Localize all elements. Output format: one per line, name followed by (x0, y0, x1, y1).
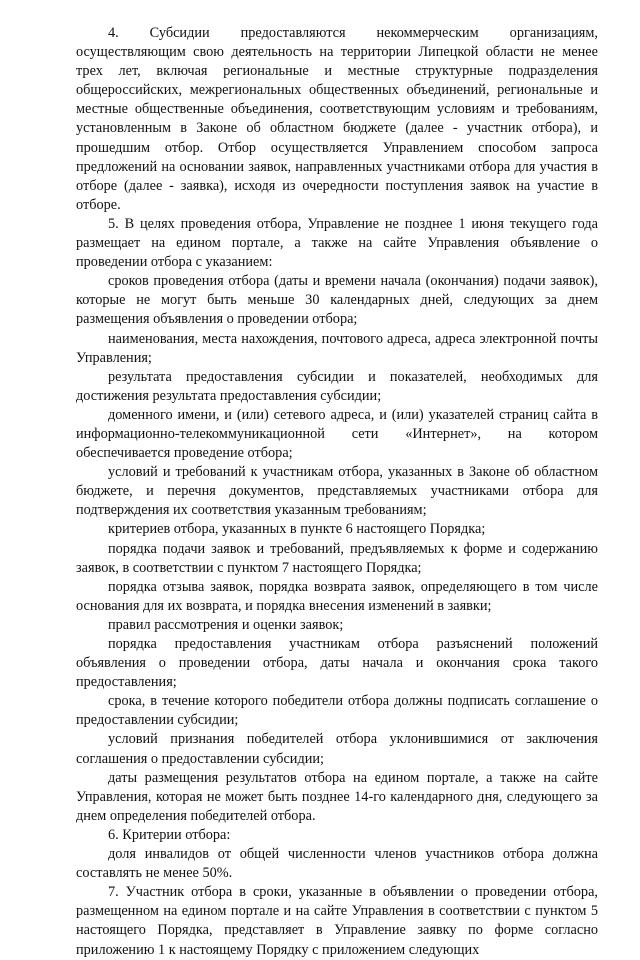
list-item-results-publication: даты размещения результатов отбора на едином портале, а также на сайте Управления, которая не может быть позднее 14-го календарного дня, следующего за днем определения победителей отбора. (76, 769, 598, 824)
list-item-evasion-conditions: условий признания победителей отбора уклонившимися от заключения соглашения о предоставлении субсидии; (76, 731, 598, 767)
list-item-selection-dates: сроков проведения отбора (даты и времени начала (окончания) подачи заявок), которые не могут быть меньше 30 календарных дней, следующих за днем размещения объявления о проведении отбора; (76, 273, 598, 328)
list-item-agreement-deadline: срока, в течение которого победители отбора должны подписать соглашение о предоставлении субсидии; (76, 693, 598, 729)
list-item-clarifications: порядка предоставления участникам отбора разъяснений положений объявления о проведении отбора, даты начала и окончания срока такого предоставления; (76, 636, 598, 691)
list-item-review-rules: правил рассмотрения и оценки заявок; (108, 616, 344, 633)
list-item-disabled-share: доля инвалидов от общей численности членов участников отбора должна составлять не менее 50%. (76, 846, 598, 882)
paragraph-6-criteria-heading: 6. Критерии отбора: (108, 826, 231, 843)
list-item-participant-requirements: условий и требований к участникам отбора, указанных в Законе об областном бюджете, и перечня документов, представляемых участниками отбора для подтверждения их соответствия указанным требованиям; (76, 464, 598, 519)
list-item-selection-criteria: критериев отбора, указанных в пункте 6 настоящего Порядка; (108, 521, 486, 538)
paragraph-4-subsidies-recipients: 4. Субсидии предоставляются некоммерческим организациям, осуществляющим свою деятельность на территории Липецкой области не менее трех лет, включая региональные и местные структурные подразделения общероссийских, межрегиональных общественных объединений, региональные и местные общественные объединения, соответствующим условиям и требованиям, установленным в Законе об областном бюджете (далее - участник отбора), и прошедшим отбор. Отбор осуществляется Управлением способом запроса предложений на основании заявок, направленных участниками отбора для участия в отборе (далее - заявка), исходя из очередности поступления заявок на участие в отборе. (76, 25, 598, 213)
list-item-subsidy-result: результата предоставления субсидии и показателей, необходимых для достижения результата предоставления субсидии; (76, 368, 598, 404)
list-item-application-procedure: порядка подачи заявок и требований, предъявляемых к форме и содержанию заявок, в соответствии с пунктом 7 настоящего Порядка; (76, 540, 598, 576)
list-item-application-withdrawal: порядка отзыва заявок, порядка возврата заявок, определяющего в том числе основания для их возврата, и порядка внесения изменений в заявки; (76, 578, 598, 614)
paragraph-5-selection-announcement: 5. В целях проведения отбора, Управление не позднее 1 июня текущего года размещает на едином портале, а также на сайте Управления объявление о проведении отбора с указанием: (76, 215, 598, 271)
list-item-domain-name: доменного имени, и (или) сетевого адреса, и (или) указателей страниц сайта в информационно-телекоммуникационной сети «Интернет», на котором обеспечивается проведение отбора; (76, 406, 598, 462)
list-item-management-contacts: наименования, места нахождения, почтового адреса, адреса электронной почты Управления; (76, 330, 598, 366)
paragraph-7-application-submission: 7. Участник отбора в сроки, указанные в объявлении о проведении отбора, размещенном на едином портале и на сайте Управления в соответствии с пунктом 5 настоящего Порядка, представляет в Управление заявку по форме согласно приложению 1 к настоящему Порядку с приложением следующих (76, 884, 598, 958)
